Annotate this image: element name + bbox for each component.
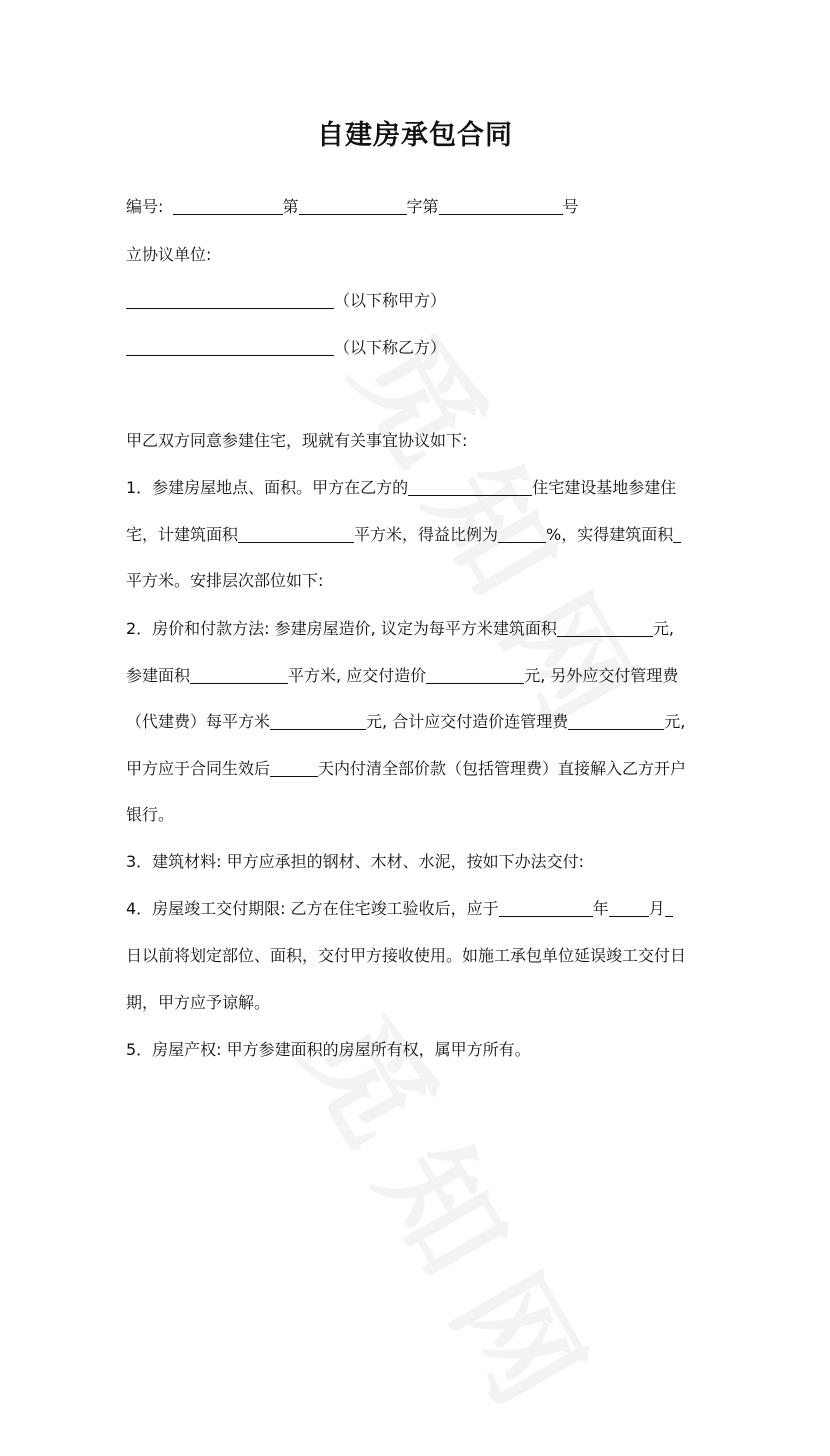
clause1-text-e: %，实得建筑面积 — [546, 525, 674, 544]
clause2-text-j: 天内付清全部价款（包括管理费）直接解入乙方开户 — [318, 759, 687, 778]
clause5-text: 5．房屋产权: 甲方参建面积的房屋所有权，属甲方所有。 — [126, 1040, 531, 1059]
clause1-area-blank[interactable] — [238, 525, 354, 543]
clause4-text-a: 4．房屋竣工交付期限: 乙方在住宅竣工验收后，应于 — [126, 899, 499, 918]
clause2-text-i: 甲方应于合同生效后 — [126, 759, 271, 778]
clause1-line1 — [126, 478, 676, 498]
serial-blank-3[interactable] — [439, 197, 563, 215]
serial-di: 第 — [282, 197, 299, 216]
clause4-day-blank[interactable] — [665, 899, 673, 917]
document-title: 自建房承包合同 — [317, 120, 513, 151]
serial-zidi: 字第 — [406, 197, 439, 216]
party-a-line — [126, 291, 446, 311]
serial-label: 编号: — [126, 197, 164, 216]
clause2-text-h: 元, — [664, 712, 686, 731]
clause2-total-blank[interactable] — [568, 712, 664, 730]
serial-line — [126, 197, 579, 217]
clause1-actual-area-blank[interactable] — [673, 525, 681, 543]
clause1-text-a: 1．参建房屋地点、面积。甲方在乙方的 — [126, 478, 409, 497]
clause1-line3: 平方米。安排层次部位如下: — [126, 571, 324, 590]
party-b-line — [126, 338, 446, 358]
clause4-line3: 期，甲方应予谅解。 — [126, 993, 271, 1012]
clause1-text-d: 平方米，得益比例为 — [354, 525, 499, 544]
clause2-line5: 银行。 — [126, 805, 175, 824]
clause2-line1 — [126, 619, 674, 639]
party-b-blank[interactable] — [126, 338, 334, 356]
clause2-text-e: 元, 另外应交付管理费 — [524, 666, 679, 685]
clause1-ratio-blank[interactable] — [498, 525, 546, 543]
clause1-text-c: 宅，计建筑面积 — [126, 525, 239, 544]
clause1-text-b: 住宅建设基地参建住 — [532, 478, 677, 497]
serial-hao: 号 — [562, 197, 579, 216]
clause2-text-b: 元, — [652, 619, 674, 638]
clause2-days-blank[interactable] — [270, 759, 318, 777]
party-a-suffix: （以下称甲方） — [334, 291, 447, 310]
clause4-text-c: 月 — [648, 899, 665, 918]
serial-blank-2[interactable] — [299, 197, 407, 215]
parties-heading: 立协议单位: — [126, 245, 212, 264]
party-b-suffix: （以下称乙方） — [334, 338, 447, 357]
clause2-price-blank[interactable] — [557, 619, 653, 637]
clause4-line1 — [126, 899, 673, 919]
clause1-location-blank[interactable] — [408, 478, 532, 496]
clause4-year-blank[interactable] — [499, 899, 593, 917]
clause2-line4 — [126, 759, 686, 779]
clause2-text-c: 参建面积 — [126, 666, 191, 685]
clause2-text-a: 2．房价和付款方法: 参建房屋造价, 议定为每平方米建筑面积 — [126, 619, 557, 638]
clause1-line2 — [126, 525, 681, 545]
clause2-cost-blank[interactable] — [426, 666, 524, 684]
serial-blank-1[interactable] — [173, 197, 283, 215]
clause2-line3 — [126, 712, 685, 732]
party-a-blank[interactable] — [126, 291, 334, 309]
clause4-month-blank[interactable] — [609, 899, 649, 917]
clause2-area-blank[interactable] — [190, 666, 288, 684]
clause2-text-g: 元, 合计应交付造价连管理费 — [366, 712, 569, 731]
intro-text: 甲乙双方同意参建住宅，现就有关事宜协议如下: — [126, 431, 468, 450]
clause2-fee-blank[interactable] — [270, 712, 366, 730]
clause3-text: 3．建筑材料: 甲方应承担的钢材、木材、水泥，按如下办法交付: — [126, 852, 585, 871]
clause2-line2 — [126, 666, 678, 686]
clause2-text-f: （代建费）每平方米 — [126, 712, 271, 731]
clause2-text-d: 平方米, 应交付造价 — [288, 666, 427, 685]
clause4-text-b: 年 — [592, 899, 609, 918]
clause4-line2: 日以前将划定部位、面积，交付甲方接收使用。如施工承包单位延误竣工交付日 — [126, 946, 687, 965]
